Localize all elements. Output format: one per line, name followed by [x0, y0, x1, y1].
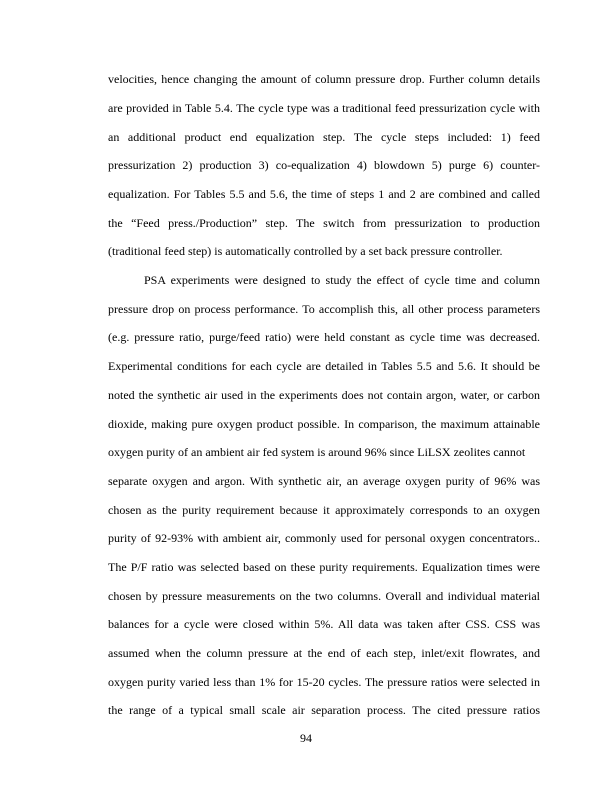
text-line: (traditional feed step) is automatically controlled by a set back pressure controller. [108, 244, 503, 258]
text-line: the range of a typical small scale air separation process. The cited pressure ratios [108, 703, 540, 717]
text-line: an additional product end equalization step. The cycle steps included: 1) feed [108, 130, 540, 144]
text-line: chosen as the purity requirement because it approximately corresponds to an oxygen [108, 503, 540, 517]
text-line: oxygen purity of an ambient air fed system is around 96% since LiLSX zeolites cannot [108, 445, 526, 459]
text-line: assumed when the column pressure at the end of each step, inlet/exit flowrates, and [108, 646, 540, 660]
page-number: 94 [300, 731, 312, 745]
text-line: equalization. For Tables 5.5 and 5.6, the time of steps 1 and 2 are combined and called [108, 187, 540, 201]
text-line: PSA experiments were designed to study the effect of cycle time and column [144, 273, 540, 287]
text-line: purity of 92-93% with ambient air, commonly used for personal oxygen concentrators.. [108, 531, 540, 545]
text-line: (e.g. pressure ratio, purge/feed ratio) were held constant as cycle time was decreased. [108, 330, 540, 344]
text-line: chosen by pressure measurements on the two columns. Overall and individual material [108, 589, 540, 603]
text-line: pressurization 2) production 3) co-equalization 4) blowdown 5) purge 6) counter- [108, 158, 540, 172]
text-line: separate oxygen and argon. With synthetic air, an average oxygen purity of 96% was [108, 474, 540, 488]
text-line: balances for a cycle were closed within 5%. All data was taken after CSS. CSS was [108, 617, 540, 631]
text-line: Experimental conditions for each cycle are detailed in Tables 5.5 and 5.6. It should be [108, 359, 540, 373]
text-line: noted the synthetic air used in the experiments does not contain argon, water, or carbon [108, 388, 540, 402]
text-line: velocities, hence changing the amount of column pressure drop. Further column details [108, 72, 540, 86]
text-line: dioxide, making pure oxygen product possible. In comparison, the maximum attainable [108, 417, 540, 431]
text-line: The P/F ratio was selected based on these purity requirements. Equalization times were [108, 560, 540, 574]
text-line: the “Feed press./Production” step. The switch from pressurization to production [108, 216, 540, 230]
text-line: oxygen purity varied less than 1% for 15-20 cycles. The pressure ratios were selected in [108, 675, 540, 689]
text-line: are provided in Table 5.4. The cycle type was a traditional feed pressurization cycle with [108, 101, 540, 115]
text-line: pressure drop on process performance. To accomplish this, all other process parameters [108, 302, 540, 316]
